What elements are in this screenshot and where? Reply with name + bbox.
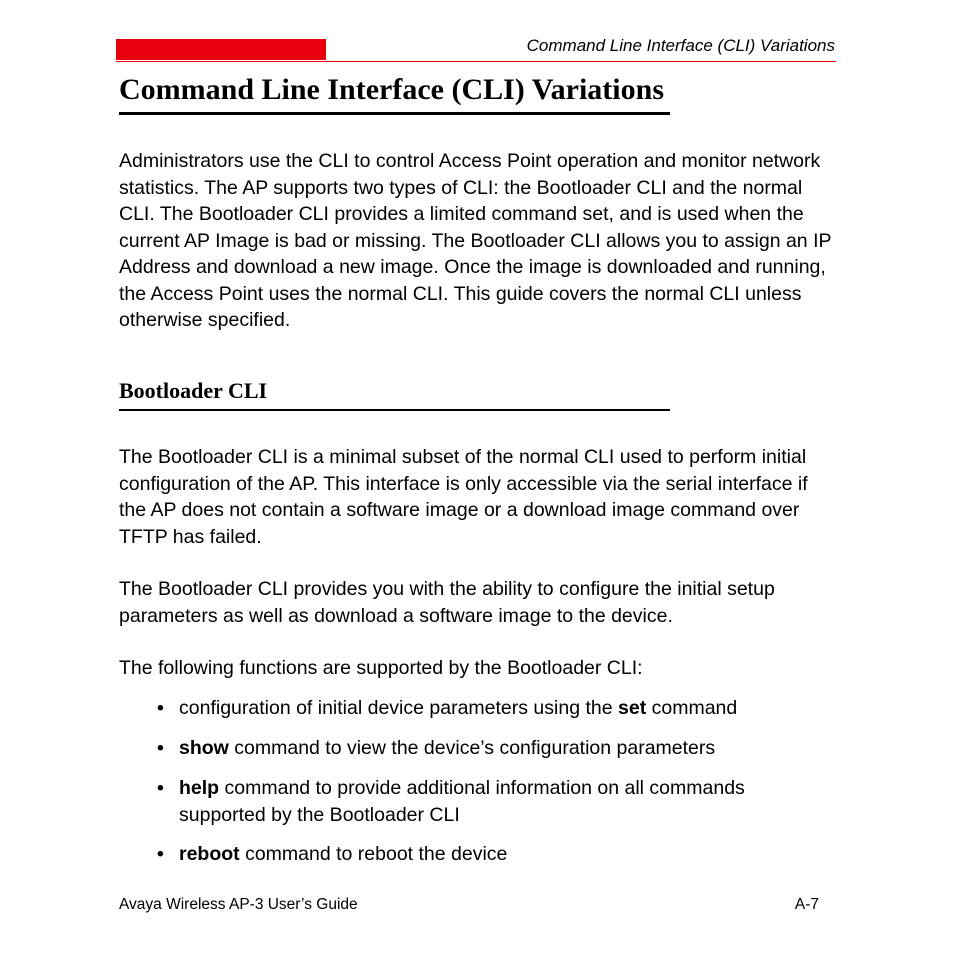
bullet-icon: • <box>157 843 164 865</box>
list-item <box>157 735 837 762</box>
running-header: Command Line Interface (CLI) Variations <box>526 36 835 55</box>
section-paragraph: The following functions are supported by the Bootloader CLI: <box>119 657 643 679</box>
list-item <box>157 841 837 868</box>
page-title: Command Line Interface (CLI) Variations <box>119 73 664 106</box>
list-item-text: show command to view the device’s configuration parameters <box>179 737 716 759</box>
footer-guide-title: Avaya Wireless AP-3 User’s Guide <box>119 896 358 913</box>
bullet-icon: • <box>157 737 164 759</box>
list-item-text: help command to provide additional information on all commands supported by the Bootloader CLI <box>179 777 745 826</box>
title-underline <box>119 112 670 115</box>
command-name: set <box>618 697 647 719</box>
bullet-icon: • <box>157 697 164 719</box>
section-underline <box>119 409 670 411</box>
section-heading: Bootloader CLI <box>119 378 268 403</box>
header-rule <box>116 61 836 62</box>
footer-page-number: A-7 <box>794 896 819 913</box>
list-item <box>157 695 837 722</box>
intro-paragraph: Administrators use the CLI to control Access Point operation and monitor network statistics. The AP supports two types of CLI: the Bootloader CLI and the normal CLI. The Bootloader CLI provides a limited command set, and is used when the current AP Image is bad or missing. The Bootloader CLI allows you to assign an IP Address and download a new image. Once the image is downloaded and running, the Access Point uses the normal CLI. This guide covers the normal CLI unless otherwise specified. <box>119 150 832 331</box>
bullet-icon: • <box>157 777 164 799</box>
header-accent-bar <box>116 39 326 60</box>
list-item-text: reboot command to reboot the device <box>179 843 508 865</box>
list-item-text: configuration of initial device parameters using the set command <box>179 697 738 719</box>
section-paragraph: The Bootloader CLI is a minimal subset of the normal CLI used to perform initial configuration of the AP. This interface is only accessible via the serial interface if the AP does not contain a software image or a download image command over TFTP has failed. <box>119 446 808 548</box>
command-name: help <box>179 777 220 799</box>
section-paragraph: The Bootloader CLI provides you with the ability to configure the initial setup parameters as well as download a software image to the device. <box>119 578 775 627</box>
command-name: reboot <box>179 843 240 865</box>
command-name: show <box>179 737 229 759</box>
list-item <box>157 775 817 828</box>
